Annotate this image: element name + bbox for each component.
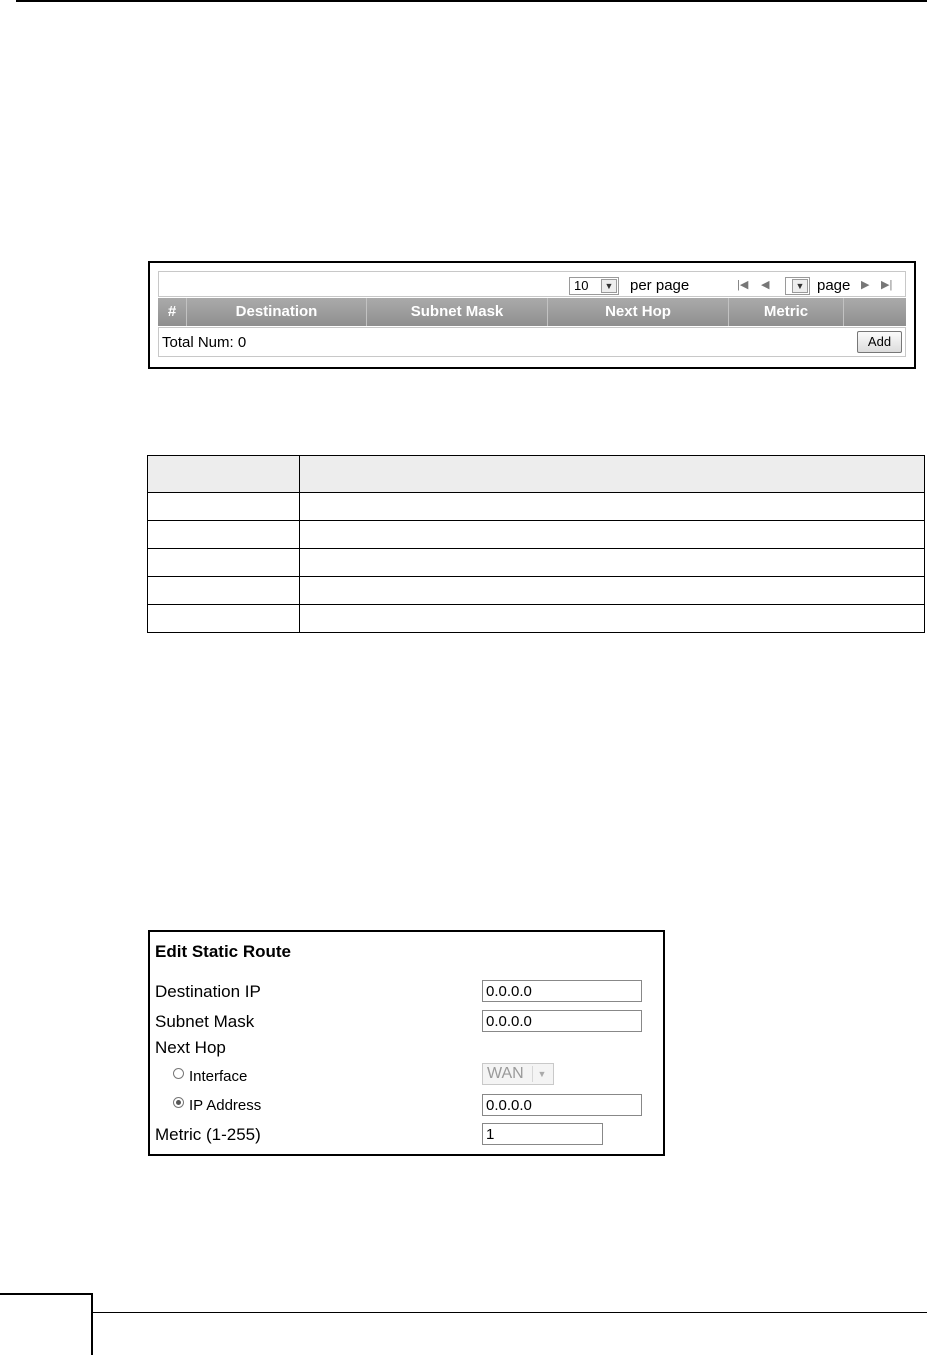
interface-radio[interactable] (173, 1068, 184, 1079)
table-cell (300, 605, 925, 633)
per-page-select[interactable] (569, 277, 619, 295)
table-row (148, 521, 925, 549)
table-cell (300, 577, 925, 605)
footer-rule (93, 1312, 927, 1313)
table-header-cell (148, 456, 300, 493)
column-header-metric: Metric (729, 298, 844, 326)
per-page-label: per page (630, 277, 690, 294)
table-row (148, 549, 925, 577)
column-header-subnet-mask: Subnet Mask (367, 298, 548, 326)
destination-ip-input[interactable] (482, 980, 642, 1002)
last-page-icon[interactable]: ▶| (881, 279, 893, 291)
subnet-mask-input[interactable] (482, 1010, 642, 1032)
table-cell (300, 493, 925, 521)
interface-select-value: WAN (487, 1065, 524, 1082)
table-cell (148, 605, 300, 633)
table-cell (148, 493, 300, 521)
interface-select[interactable] (482, 1063, 554, 1085)
per-page-value: 10 (574, 278, 589, 293)
edit-static-route-title: Edit Static Route (155, 942, 292, 961)
page-label: page (817, 277, 851, 294)
ip-address-label: IP Address (189, 1097, 262, 1114)
table-row (148, 605, 925, 633)
chevron-down-icon[interactable]: ▼ (601, 279, 617, 293)
metric-label: Metric (1-255) (155, 1125, 261, 1144)
table-row (148, 577, 925, 605)
column-header-actions (844, 298, 906, 326)
table-cell (148, 521, 300, 549)
prev-page-icon[interactable]: ◀ (761, 279, 770, 291)
subnet-mask-label: Subnet Mask (155, 1012, 255, 1031)
column-header-next-hop: Next Hop (548, 298, 729, 326)
page-number-box (0, 1293, 93, 1355)
interface-label: Interface (189, 1068, 248, 1085)
header-rule (16, 0, 927, 2)
next-hop-ip-input[interactable] (482, 1094, 642, 1116)
add-button[interactable]: Add (857, 331, 902, 353)
column-header-index: # (158, 298, 187, 326)
total-count: Total Num: 0 (162, 334, 247, 351)
metric-input[interactable] (482, 1123, 603, 1145)
static-route-list-screenshot (148, 261, 916, 369)
next-hop-label: Next Hop (155, 1038, 226, 1057)
table-header-row (158, 298, 906, 326)
table-cell (300, 521, 925, 549)
table-cell (148, 549, 300, 577)
ip-address-radio[interactable] (173, 1097, 184, 1108)
description-table (147, 455, 925, 633)
table-header-row (148, 456, 925, 493)
next-page-icon[interactable]: ▶ (861, 279, 870, 291)
table-cell (300, 549, 925, 577)
chevron-down-icon: ▼ (532, 1066, 551, 1082)
first-page-icon[interactable]: |◀ (737, 279, 749, 291)
table-cell (148, 577, 300, 605)
route-table (158, 271, 906, 359)
destination-ip-label: Destination IP (155, 982, 261, 1001)
chevron-down-icon[interactable]: ▼ (792, 279, 808, 293)
edit-static-route-screenshot (148, 930, 665, 1156)
table-footer-row (158, 327, 906, 357)
pagination-toolbar (158, 271, 906, 297)
column-header-destination: Destination (187, 298, 367, 326)
table-row (148, 493, 925, 521)
page-select[interactable] (785, 277, 810, 295)
table-header-cell (300, 456, 925, 493)
